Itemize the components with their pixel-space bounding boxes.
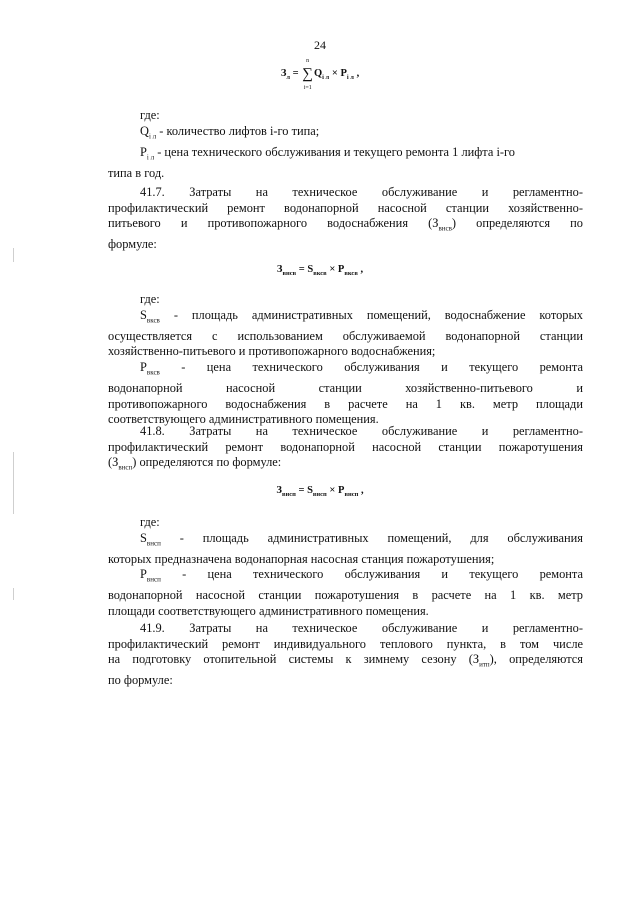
formula-water-station: $З_{внсв} = S_{вксв} \times P_{вксв}$ ,: [276, 264, 364, 278]
where-label: где:: [140, 108, 160, 122]
definition-p: $P_{внсп}$ - цена технического обслуживания и текущего ремонта: [140, 567, 583, 584]
formula-lifts: $З_л$ = ∑ n i=1 $Q_{i л} \times P_{i л}$ ,: [280, 58, 360, 91]
definitions-fire-station: где: $S_{внсп}$ - площадь административных помещений, для обслуживания которых предназначена водонапорная насосная станция пожаротушения; $P_{внсп}$ - цена технического обслуживания и текущего ремонта водонапорной насосной станции пожаротушения в расчете на 1 кв. метр площади соответствующего административного помещения.: [108, 515, 583, 618]
paragraph-41-8: 41.8. Затраты на техническое обслуживание и регламентно- профилактический ремонт водонапорной насосной станции пожаротушения $(З_{внсп})$ определяются по формуле:: [108, 424, 583, 472]
definition-p: $P_{вксв}$ - цена технического обслуживания и текущего ремонта: [140, 359, 583, 377]
definitions-lifts: где: $Q_{i л}$ - количество лифтов i-го типа; $P_{i л}$ - цена технического обслуживания и текущего ремонта 1 лифта i-го типа в год.: [108, 108, 583, 181]
paragraph-41-9: 41.9. Затраты на техническое обслуживание и регламентно- профилактический ремонт индивидуального теплового пункта, в том числе на подготовку отопительной системы к зимнему сезону $(З_{итп})$, определяются по формуле:: [108, 621, 583, 688]
definitions-water-station: где: $S_{вксв}$ - площадь административных помещений, водоснабжение которых осуществляется с использованием обслуживаемой водонапорной станции хозяйственно-питьевого и противопожарного водоснабжения; $P_{вксв}$ - цена технического обслуживания и текущего ремонта водонапорной насосной станции хозяйственно-питьевого и противопожарного водоснабжения в расчете на 1 кв. метр площади соответствующего административного помещения.: [108, 292, 583, 427]
paragraph-41-7: 41.7. Затраты на техническое обслуживание и регламентно- профилактический ремонт водонапорной насосной станции хозяйственно- питьевого и противопожарного водоснабжения $(З_{внсв})$ определяются по формуле:: [108, 185, 583, 252]
scan-mark: [13, 588, 14, 600]
definition-s: $S_{внсп}$ - площадь административных помещений, для обслуживания: [140, 530, 583, 548]
sum-symbol: ∑ n i=1: [302, 58, 313, 91]
definition-p: $P_{i л}$ - цена технического обслуживания и текущего ремонта 1 лифта i-го: [140, 144, 515, 162]
page-number: 24: [314, 38, 326, 52]
definition-s: $S_{вксв}$ - площадь административных помещений, водоснабжение которых: [140, 307, 583, 325]
scan-mark: [13, 452, 14, 514]
scan-mark: [13, 248, 14, 262]
definition-q: $Q_{i л}$ - количество лифтов i-го типа;: [140, 123, 320, 141]
formula-fire-station: $З_{внсп} = S_{внсп} \times P_{внсп}$ ,: [276, 485, 364, 499]
